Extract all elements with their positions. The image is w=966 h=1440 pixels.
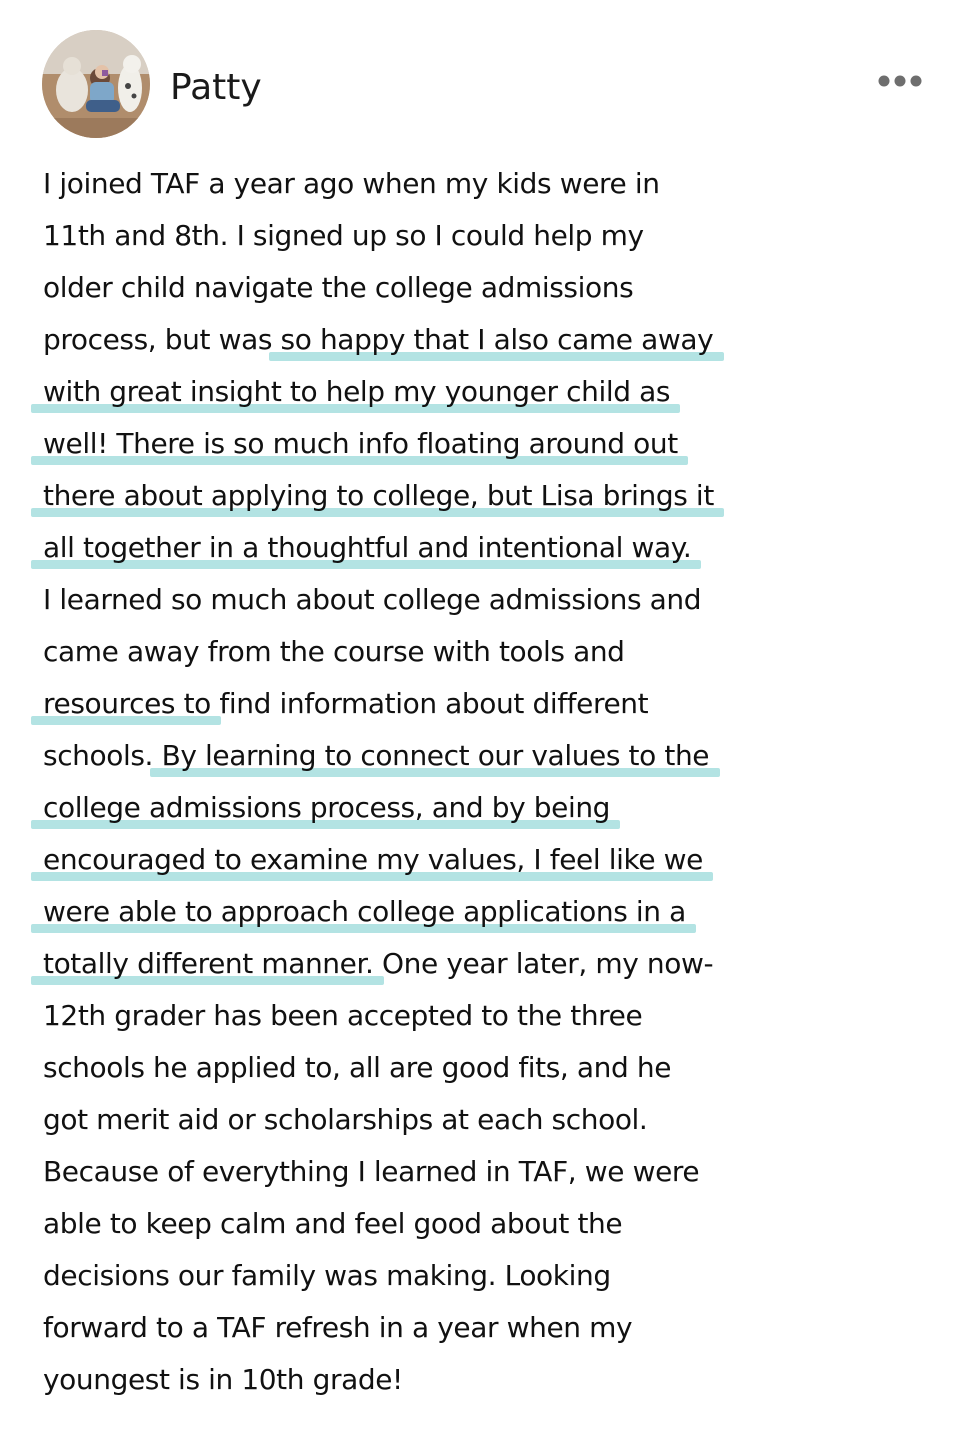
post-line <box>43 1042 943 1094</box>
highlighted-text: encouraged to examine my values, I feel like we <box>43 843 703 876</box>
post-line <box>43 990 943 1042</box>
post-line <box>43 1250 943 1302</box>
more-horizontal-icon <box>875 74 925 88</box>
post-line <box>43 158 943 210</box>
post-line <box>43 834 943 886</box>
highlighted-text: there about applying to college, but Lisa brings it <box>43 479 714 512</box>
post-line <box>43 314 943 366</box>
post-line <box>43 886 943 938</box>
post-text: I joined TAF a year ago when my kids were in <box>43 167 660 200</box>
post-text: youngest is in 10th grade! <box>43 1363 403 1396</box>
highlighted-text: college admissions process, and by being <box>43 791 611 824</box>
author-name[interactable]: Patty <box>170 67 262 108</box>
post-line <box>43 1146 943 1198</box>
highlighted-text: with great insight to help my younger child as <box>43 375 671 408</box>
post-line <box>43 782 943 834</box>
post-line <box>43 470 943 522</box>
post-text: One year later, my now- <box>373 947 714 980</box>
post-line <box>43 210 943 262</box>
highlighted-text: all together in a thoughtful and intentional way. <box>43 531 692 564</box>
post-text: forward to a TAF refresh in a year when my <box>43 1311 633 1344</box>
post-text: find information about different <box>210 687 649 720</box>
post-line <box>43 1198 943 1250</box>
post-text: got merit aid or scholarships at each school. <box>43 1103 648 1136</box>
post-line <box>43 678 943 730</box>
post-text: process, but was <box>43 323 281 356</box>
highlighted-text: By learning to connect our values to the <box>161 739 710 772</box>
post-line <box>43 522 943 574</box>
post-text: decisions our family was making. Looking <box>43 1259 611 1292</box>
highlighted-text: totally different manner. <box>43 947 374 980</box>
post-text: Because of everything I learned in TAF, we were <box>43 1155 700 1188</box>
post-line <box>43 626 943 678</box>
post-text: I learned so much about college admissions and <box>43 583 702 616</box>
post-text: schools. <box>43 739 162 772</box>
highlighted-text: resources to <box>43 687 211 720</box>
avatar-photo <box>42 30 150 138</box>
post-text: schools he applied to, all are good fits, and he <box>43 1051 672 1084</box>
highlighted-text: so happy that I also came away <box>280 323 714 356</box>
post-text: 11th and 8th. I signed up so I could help my <box>43 219 644 252</box>
post-text: older child navigate the college admissions <box>43 271 634 304</box>
post-body <box>43 158 943 1406</box>
highlighted-text: were able to approach college applications in a <box>43 895 686 928</box>
post-text: able to keep calm and feel good about the <box>43 1207 623 1240</box>
post-line <box>43 1302 943 1354</box>
more-options-button[interactable] <box>872 64 928 98</box>
highlighted-text: well! There is so much info floating around out <box>43 427 678 460</box>
avatar[interactable] <box>42 30 150 138</box>
post-line <box>43 730 943 782</box>
post-text: 12th grader has been accepted to the three <box>43 999 643 1032</box>
post-line <box>43 1094 943 1146</box>
post-line <box>43 262 943 314</box>
post-line <box>43 938 943 990</box>
post-line <box>43 1354 943 1406</box>
post-line <box>43 574 943 626</box>
post-text: came away from the course with tools and <box>43 635 625 668</box>
post-line <box>43 366 943 418</box>
post-line <box>43 418 943 470</box>
